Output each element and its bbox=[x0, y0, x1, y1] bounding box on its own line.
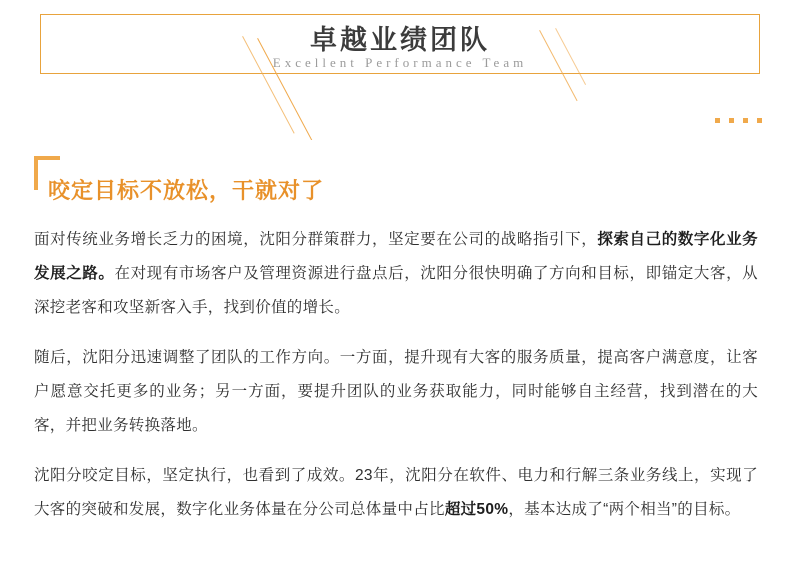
emphasis-text: 超过50% bbox=[444, 501, 509, 518]
page-title: 卓越业绩团队 bbox=[310, 25, 490, 55]
dot-icon bbox=[743, 118, 748, 123]
section-heading: 咬定目标不放松，干就对了 bbox=[48, 178, 325, 203]
dot-icon bbox=[729, 118, 734, 123]
page-subtitle: Excellent Performance Team bbox=[272, 55, 528, 70]
body-text: 随后，沈阳分迅速调整了团队的工作方向。一方面，提升现有大客的服务质量，提高客户满意度，让客户愿意交托更多的业务；另一方面，要提升团队的业务获取能力，同时能够自主经营，找到潜在的大客，并把业务转换落地。 bbox=[34, 349, 758, 434]
dot-icon bbox=[715, 118, 720, 123]
header-banner bbox=[0, 0, 800, 140]
paragraph bbox=[34, 223, 758, 325]
decorative-dots bbox=[715, 118, 762, 123]
frame-notch-left bbox=[150, 8, 270, 12]
body-text: ，基本达成了“两个相当”的目标。 bbox=[508, 501, 741, 518]
body-text: 在对现有市场客户及管理资源进行盘点后，沈阳分很快明确了方向和目标，即锚定大客，从深挖老客和攻坚新客入手，找到价值的增长。 bbox=[34, 265, 758, 316]
paragraph bbox=[34, 459, 758, 527]
body-text: 沈阳分咬定目标，坚定执行，也看到了成效。23年，沈阳分在软件、电力和行解三条业务线上，实现了大客的突破和发展，数字化业务体量在分公司总体量中占比 bbox=[34, 467, 758, 518]
dot-icon bbox=[757, 118, 762, 123]
frame-notch-right bbox=[530, 8, 650, 12]
article-body bbox=[0, 205, 800, 527]
emphasis-text: 探索自己的数字化业务发展之路。 bbox=[34, 231, 758, 282]
body-text: 面对传统业务增长乏力的困境，沈阳分群策群力，坚定要在公司的战略指引下， bbox=[34, 231, 598, 248]
paragraph bbox=[34, 341, 758, 443]
section-header bbox=[0, 156, 800, 205]
